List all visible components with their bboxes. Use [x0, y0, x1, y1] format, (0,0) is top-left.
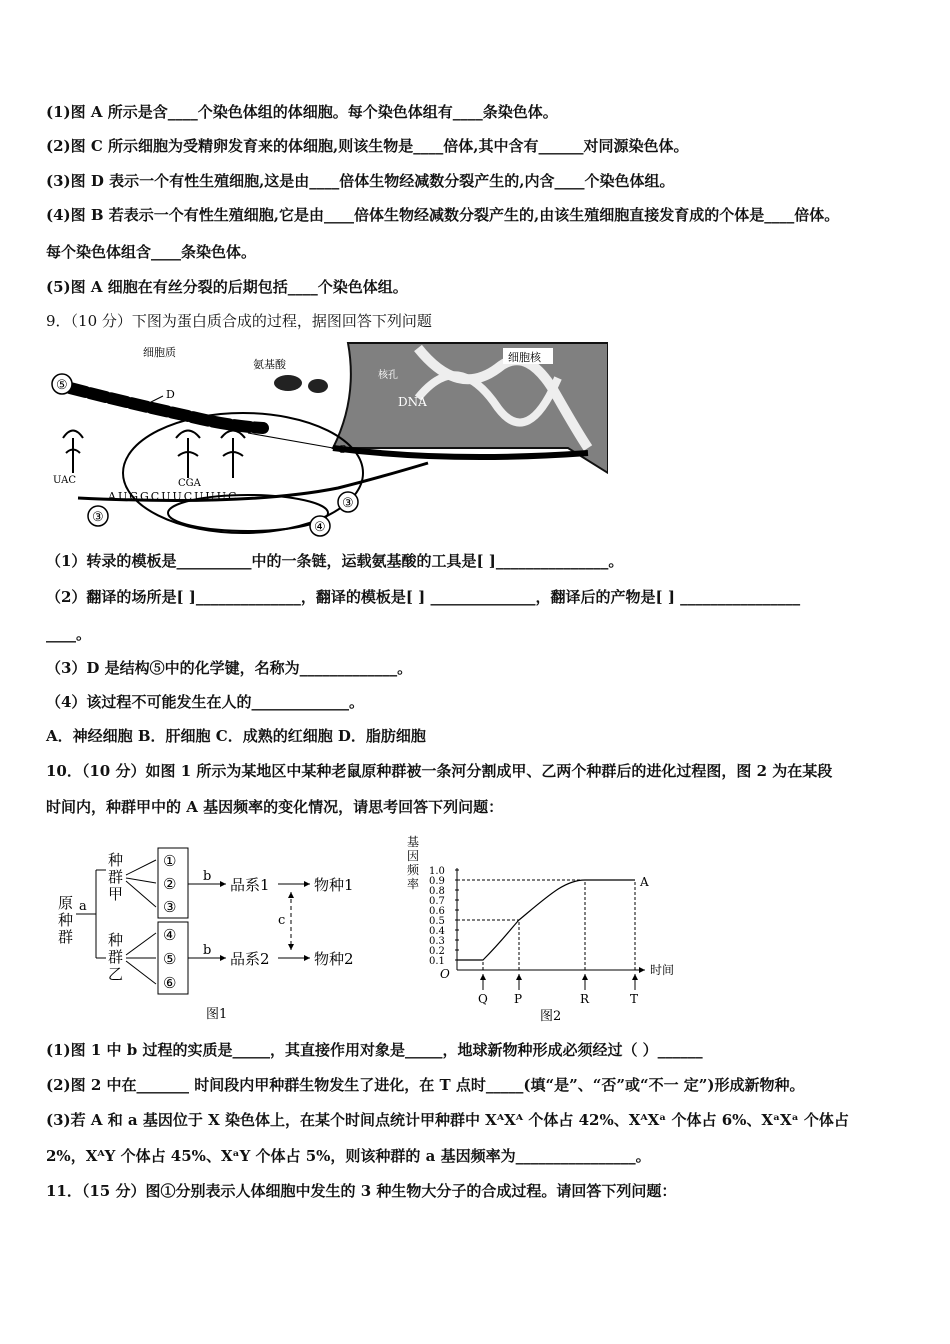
point-label: P [514, 992, 523, 1006]
y-tick-label: 0.8 [429, 886, 445, 897]
point-arrowhead [632, 974, 638, 980]
y-tick-label: 0.3 [429, 936, 445, 947]
q10-sub1: (1)图 1 中 b 过程的实质是_____，其直接作用对象是_____，地球新物种形成必须经过（ ）______ [46, 1041, 703, 1059]
species1-label: 物种1 [314, 876, 354, 894]
y-tick-label: 0.1 [429, 956, 445, 967]
evolution-diagram [48, 840, 378, 1030]
num-6: ⑥ [163, 974, 177, 992]
label-5: ⑤ [56, 378, 68, 393]
q10-header-1: 10．（10 分）如图 1 所示为某地区中某种老鼠原种群被一条河分割成甲、乙两个种群后的进化过程图，图 2 为在某段 [46, 762, 833, 780]
q8-part4: (4)图 B 若表示一个有性生殖细胞,它是由____倍体生物经减数分裂产生的,由该生殖细胞直接发育成的个体是____倍体。 [46, 206, 840, 224]
jia-char-3: 甲 [108, 885, 124, 903]
point-label: T [630, 992, 639, 1006]
y-tick-label: 0.9 [429, 876, 445, 887]
point-arrowhead [582, 974, 588, 980]
label-anticodon: CGA [178, 478, 201, 489]
y-label-char: 因 [407, 849, 420, 863]
y-label-char: 率 [407, 877, 420, 891]
label-3-right: ③ [342, 496, 354, 511]
label-nucleus: 细胞核 [508, 351, 541, 364]
label-uac: UAC [53, 475, 76, 486]
label-b-bottom: b [203, 943, 212, 958]
num-3: ③ [163, 898, 177, 916]
trna-left [63, 431, 83, 474]
jia-char-1: 种 [108, 851, 124, 869]
label-nuclear-pore: 核孔 [378, 370, 398, 381]
trna-middle [176, 431, 200, 479]
jia-char-2: 群 [108, 868, 124, 886]
num-5: ⑤ [163, 950, 177, 968]
x-axis-label: 时间 [650, 963, 675, 977]
label-dna: DNA [398, 395, 427, 409]
y-tick-label: 0.7 [429, 896, 445, 907]
y-label-char: 基 [407, 835, 420, 849]
y-tick-label: 0.4 [429, 926, 445, 937]
num-4: ④ [163, 926, 177, 944]
label-D: D [166, 388, 175, 401]
q8-part5: (5)图 A 细胞在有丝分裂的后期包括____个染色体组。 [46, 278, 408, 296]
yi-char-2: 群 [108, 948, 124, 966]
label-a: a [79, 899, 87, 914]
amino-acid-blob [274, 375, 302, 391]
origin-char-2: 种 [58, 911, 74, 929]
fig1-caption: 图1 [206, 1007, 228, 1022]
curve-label-A: A [640, 875, 649, 889]
q10-sub3-cont: 2%，XᴬY 个体占 45%、XᵃY 个体占 5%，则该种群的 a 基因频率为________________。 [46, 1147, 651, 1165]
ribosome-small [168, 495, 328, 531]
yi-char-3: 乙 [108, 965, 124, 983]
line2-label: 品系2 [230, 950, 270, 968]
line1-label: 品系1 [230, 876, 270, 894]
q9-sub3: （3）D 是结构⑤中的化学键，名称为_____________。 [46, 659, 413, 677]
label-codons: AUGGCUUCUUUC [108, 490, 239, 503]
label-cytoplasm: 细胞质 [143, 346, 176, 359]
q8-part4-cont: 每个染色体组含____条染色体。 [46, 243, 257, 261]
point-arrowhead [516, 974, 522, 980]
q10-sub3: (3)若 A 和 a 基因位于 X 染色体上，在某个时间点统计甲种群中 XᴬXᴬ 个体占 42%、XᴬXᵃ 个体占 6%、XᵃXᵃ 个体占 [46, 1111, 849, 1129]
q9-sub4: （4）该过程不可能发生在人的_____________。 [46, 693, 364, 711]
q10-header-2: 时间内，种群甲中的 A 基因频率的变化情况，请思考回答下列问题： [46, 798, 504, 816]
label-c: c [278, 913, 286, 928]
q9-sub2-cont: ____。 [46, 625, 92, 643]
nuclear-membrane [333, 448, 588, 457]
protein-synthesis-figure [48, 338, 608, 538]
q10-sub2: (2)图 2 中在_______ 时间段内甲种群生物发生了进化，在 T 点时_____(填“是”、“否”或“不一 定”)形成新物种。 [46, 1076, 805, 1094]
fig2-caption: 图2 [540, 1009, 562, 1024]
q9-sub1: （1）转录的模板是__________中的一条链，运载氨基酸的工具是[ ]_______________。 [46, 552, 624, 570]
y-label-char: 频 [407, 863, 420, 877]
y-tick-label: 0.2 [429, 946, 445, 957]
q8-part1: (1)图 A 所示是含____个染色体组的体细胞。每个染色体组有____条染色体。 [46, 103, 558, 121]
num-1: ① [163, 852, 177, 870]
point-label: R [580, 992, 590, 1006]
origin-char-1: 原 [58, 894, 74, 912]
point-label: Q [478, 992, 488, 1006]
point-arrowhead [480, 974, 486, 980]
label-b-top: b [203, 869, 212, 884]
yi-char-1: 种 [108, 931, 124, 949]
q9-options: A．神经细胞 B．肝细胞 C．成熟的红细胞 D．脂肪细胞 [46, 727, 426, 745]
gene-frequency-figure [395, 828, 715, 1028]
q11-header: 11．（15 分）图①分别表示人体细胞中发生的 3 种生物大分子的合成过程。请回答下列问题： [46, 1182, 677, 1200]
label-4: ④ [314, 520, 326, 535]
species2-label: 物种2 [314, 950, 354, 968]
y-tick-label: 0.5 [429, 916, 445, 927]
y-tick-label: 0.6 [429, 906, 445, 917]
q8-part2: (2)图 C 所示细胞为受精卵发育来的体细胞,则该生物是____倍体,其中含有______对同源染色体。 [46, 137, 689, 155]
label-3-left: ③ [92, 510, 104, 525]
q8-part3: (3)图 D 表示一个有性生殖细胞,这是由____倍体生物经减数分裂产生的,内含____个染色体组。 [46, 172, 675, 190]
origin-label: O [440, 967, 450, 981]
q9-header: 9．（10 分）下图为蛋白质合成的过程，据图回答下列问题 [46, 312, 432, 330]
label-amino-acid: 氨基酸 [253, 358, 286, 371]
origin-char-3: 群 [58, 928, 74, 946]
q9-sub2: （2）翻译的场所是[ ]______________，翻译的模板是[ ] ______________，翻译后的产物是[ ] ________________ [46, 588, 801, 606]
num-2: ② [163, 875, 177, 893]
y-tick-label: 1.0 [429, 866, 445, 877]
label-C: C [338, 443, 347, 456]
trna-right [221, 431, 245, 479]
